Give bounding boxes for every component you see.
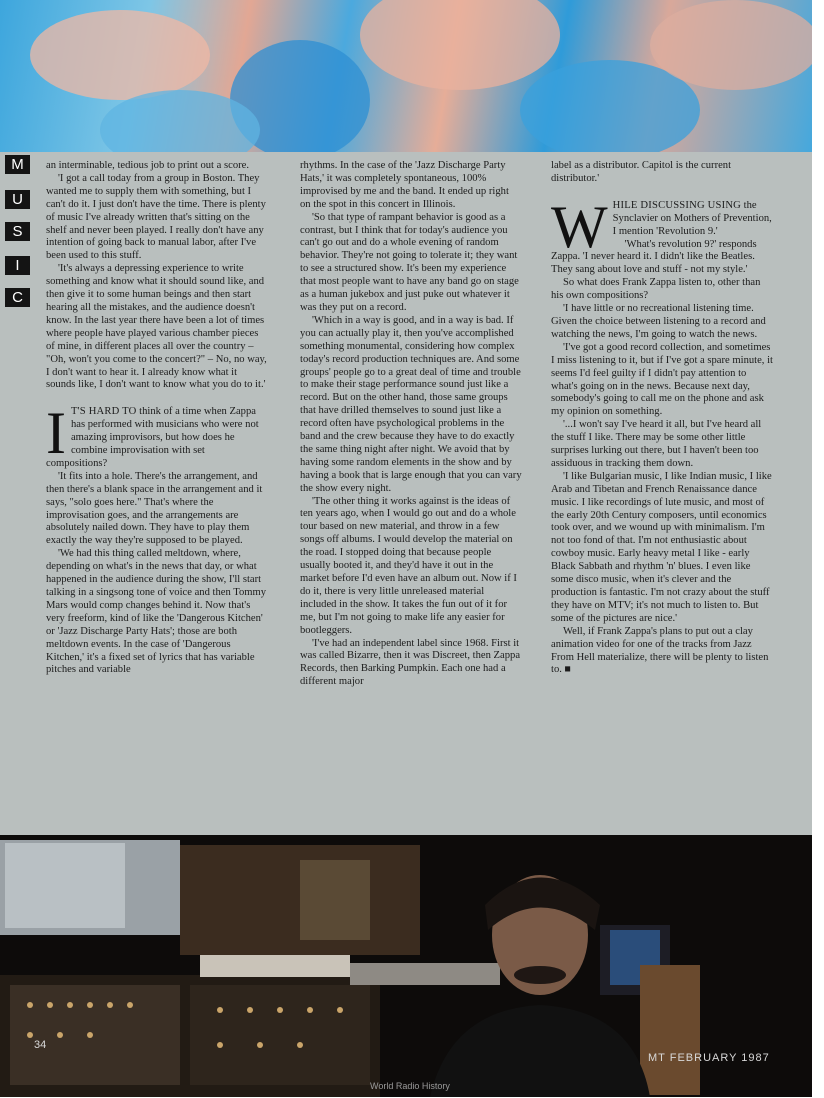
banner-texture [30, 10, 210, 100]
paragraph: 'I like Bulgarian music, I like Indian music, I like Arab and Tibetan and French Renaissance dance music. I like recordings of lute music, and most of the early 20th Century composers, until economics took over, and we wound up with minimalism. I'm not too fond of that. I'm not enthusiastic about cowboy music. Early heavy metal I like - early Black Sabbath and rhythm 'n' blues. I even like some disco music, when it's clever and the production is fantastic. I'm not crazy about the stuff they have on MTV; it's not much to listen to. But some of the pictures are nice.' [551, 470, 772, 624]
drop-cap: W [551, 193, 608, 260]
sidebar-letter-m: M [5, 155, 30, 174]
sidebar-letter-u: U [5, 190, 30, 209]
section-lead-paragraph [46, 400, 268, 471]
article-panel [0, 152, 812, 835]
banner-texture [650, 0, 812, 90]
paragraph: 'It's always a depressing experience to write something and know what it should sound like, and then give it to some human beings and then start hearing all the mistakes, and the audience doesn't know. In the last year there have been a lot of times where people have played various chamber pieces of mine, in different places all over the country – "Oh, won't you come to the concert?" – No, no way, I don't want to hear it. I already know what it sounds like, I don't want to know what you do to it.' [46, 263, 267, 391]
sidebar-letter-i: I [5, 256, 30, 275]
paragraph: 'I've had an independent label since 1968. First it was called Bizarre, then it was Discreet, then Zappa Records, then Barking Pumpkin. Each one had a different major [300, 637, 521, 688]
article-column-2 [300, 160, 522, 689]
paragraph: rhythms. In the case of the 'Jazz Discharge Party Hats,' it was completely spontaneous, 100% improvised by me and the band. It ended up right on the spot in this concert in Illinois. [300, 160, 509, 210]
paragraph: So what does Frank Zappa listen to, other than his own compositions? [551, 277, 761, 302]
paragraph: 'I've got a good record collection, and sometimes I miss listening to it, but if I've got a spare minute, it seems I'd feel guilty if I didn't pay attention to what's going on in the news. Because next day, somebody's going to call me on the phone and ask my opinion on something. [551, 341, 773, 418]
banner-texture [360, 0, 560, 90]
page-number: 34 [34, 1039, 47, 1051]
studio-photograph [0, 835, 812, 1097]
paragraph-text: think of a time when Zappa has performed with musicians who were not amazing improvisors, but how does he combine improvisation with set compositions? [46, 406, 259, 469]
article-column-1 [46, 160, 268, 677]
watermark: World Radio History [370, 1081, 450, 1091]
paragraph: label as a distributor. Capitol is the current distributor.' [551, 160, 732, 184]
lead-in-caps: HILE DISCUSSING USING [612, 199, 742, 211]
paragraph-text: the Synclavier on Mothers of Prevention, I mention 'Revolution 9.' [612, 199, 772, 237]
lead-in-caps: T'S HARD TO [70, 406, 137, 418]
drop-cap: I [46, 400, 66, 467]
paragraph: 'It fits into a hole. There's the arrangement, and then there's a blank space in the arrangement and it says, "solo goes here." That's where the improvisation goes, and the arrangements are absolutely nailed down. They have to play them exactly the way they're supposed to be played. [46, 470, 263, 547]
paragraph: 'The other thing it works against is the ideas of ten years ago, when I would go out and do a whole tour based on new material, and throw in a few songs off albums. I would develop the material on the road. I stopped doing that because people usually booted it, and they'd have it out in the market before I'd even have an album out. Now if I do it, there is very little unreleased material included in the show. It takes the fun out of it for me, but I'm not going to make life any easier for bootleggers. [300, 495, 517, 636]
header-banner-artwork [0, 0, 812, 152]
paragraph: Well, if Frank Zappa's plans to put out a clay animation video for one of the tracks from Jazz From Hell materialize, there will be plenty to listen to. ■ [551, 625, 769, 676]
paragraph: 'Which in a way is good, and in a way is bad. If you can actually play it, then you've accomplished something monumental, considering how complex today's record production techniques are. And some groups' people go to a great deal of time and trouble to make their stage performance sound just like a record. But on the other hand, those same groups that have drilled themselves to sound just like a record often have psychological problems in the band and the crew because they have to do exactly the same thing night after night. We avoid that by having some random elements in the show and by having a book that is large enough that you can vary the show every night. [300, 314, 522, 494]
paragraph: 'We had this thing called meltdown, where, depending on what's in the news that day, or what happened in the audience during the show, I'll start talking in a singsong tone of voice and then Tommy Mars would comp changes behind it. Now that's very freeform, kind of like the 'Dangerous Kitchen' or 'Jazz Discharge Party Hats'; those are both meltdown events. In the case of 'Dangerous Kitchen,' it's a fixed set of lyrics that has variable pitches and variable [46, 548, 267, 676]
paragraph: 'What's revolution 9?' responds Zappa. 'I never heard it. I didn't like the Beatles. They sang about love and stuff - not my style.' [551, 238, 757, 276]
paragraph: 'I have little or no recreational listening time. Given the choice between listening to a record and watching the news, I'm going to watch the news. [551, 303, 766, 340]
paragraph: 'I got a call today from a group in Boston. They wanted me to supply them with something, but I can't do it. I just don't have the time. There is plenty of music I've already written that's sitting on the shelf and never been played. I really don't have any intention of going back to manual labor, after I've been used to this stuff. [46, 172, 266, 262]
paragraph: 'So that type of rampant behavior is good as a contrast, but I think that for today's audience you can't go out and do a whole evening of random behavior. They're not going to tolerate it; they want to see a structured show. It's been my experience that most people want to have any band go on stage as a human jukebox and just puke out whatever it was they put on a record. [300, 211, 519, 313]
issue-date: MT FEBRUARY 1987 [648, 1052, 770, 1064]
sidebar-letter-c: C [5, 288, 30, 307]
paragraph: '...I won't say I've heard it all, but I've heard all the stuff I like. There may be some other little surprises lurking out there, but I haven't been too assiduous in tracking them down. [551, 419, 762, 469]
paragraph: an interminable, tedious job to print out a score. [46, 160, 249, 171]
article-column-3 [551, 160, 775, 677]
sidebar-letter-s: S [5, 222, 30, 241]
